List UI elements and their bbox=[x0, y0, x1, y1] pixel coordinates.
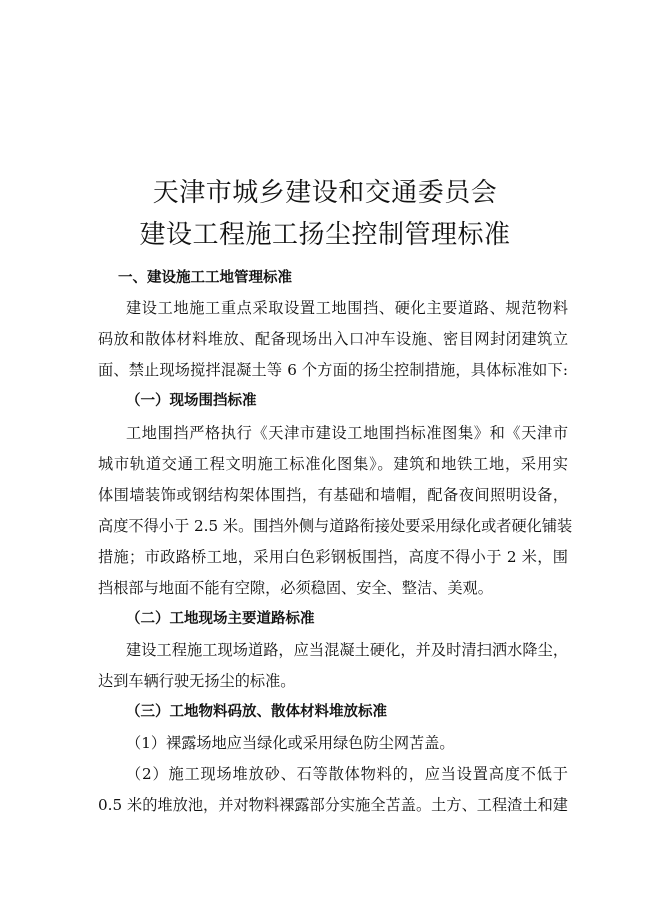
document-title-main: 建设工程施工扬尘控制管理标准 bbox=[139, 220, 511, 250]
paragraph-line: 建设工地施工重点采取设置工地围挡、硬化主要道路、规范物料 bbox=[126, 299, 568, 317]
paragraph-line: 码放和散体材料堆放、配备现场出入口冲车设施、密目网封闭建筑立 bbox=[98, 330, 568, 348]
paragraph-line: 工地围挡严格执行《天津市建设工地围挡标准图集》和《天津市 bbox=[126, 424, 568, 442]
paragraph-line: 面、禁止现场搅拌混凝土等 6 个方面的扬尘控制措施，具体标准如下: bbox=[98, 361, 568, 379]
subsection-heading-1: （一）现场围挡标准 bbox=[126, 393, 257, 409]
document-title-issuer: 天津市城乡建设和交通委员会 bbox=[152, 178, 498, 208]
paragraph-line: （1）裸露场地应当绿化或采用绿色防尘网苫盖。 bbox=[126, 734, 455, 752]
section-heading-1: 一、建设施工工地管理标准 bbox=[118, 270, 292, 286]
subsection-heading-3: （三）工地物料码放、散体材料堆放标准 bbox=[126, 704, 387, 720]
paragraph-line: 挡根部与地面不能有空隙，必须稳固、安全、整洁、美观。 bbox=[98, 579, 493, 597]
subsection-heading-2: （二）工地现场主要道路标准 bbox=[126, 611, 315, 627]
paragraph-line: 0.5 米的堆放池，并对物料裸露部分实施全苫盖。土方、工程渣土和建 bbox=[98, 796, 568, 814]
paragraph-line: 高度不得小于 2.5 米。围挡外侧与道路衔接处要采用绿化或者硬化铺装 bbox=[98, 517, 573, 535]
paragraph-line: 体围墙装饰或钢结构架体围挡，有基础和墙帽，配备夜间照明设备， bbox=[98, 486, 568, 504]
paragraph-line: （2）施工现场堆放砂、石等散体物料的，应当设置高度不低于 bbox=[126, 765, 568, 783]
paragraph-line: 建设工程施工现场道路，应当混凝土硬化，并及时清扫洒水降尘， bbox=[126, 641, 568, 659]
paragraph-line: 城市轨道交通工程文明施工标准化图集》。建筑和地铁工地，采用实 bbox=[98, 455, 568, 473]
paragraph-line: 措施；市政路桥工地，采用白色彩钢板围挡，高度不得小于 2 米，围 bbox=[98, 548, 568, 566]
paragraph-line: 达到车辆行驶无扬尘的标准。 bbox=[98, 672, 296, 690]
